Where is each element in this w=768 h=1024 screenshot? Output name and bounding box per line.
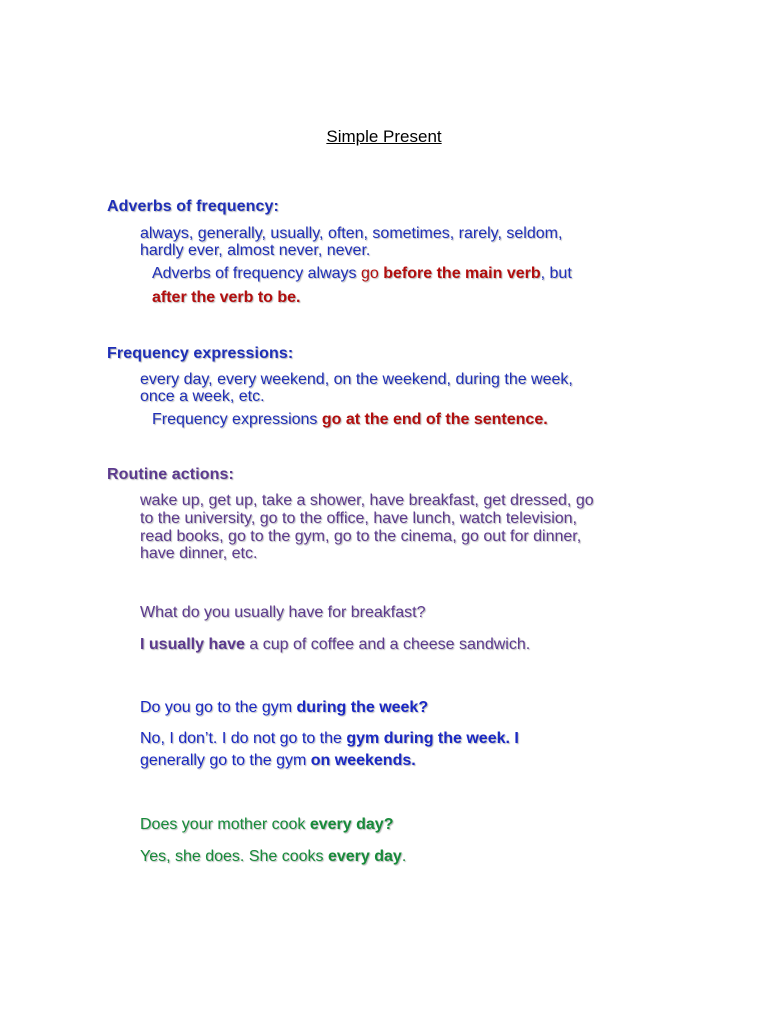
question-text: Does your mother cook xyxy=(140,816,310,833)
adverbs-rule-line2: after the verb to be. xyxy=(152,289,301,306)
adverbs-rule-part: , but xyxy=(540,265,572,282)
answer-emphasis: every day xyxy=(327,848,402,865)
adverbs-rule-emphasis: before the main verb xyxy=(383,265,541,282)
routine-heading: Routine actions: xyxy=(107,466,234,483)
adverbs-heading: Adverbs of frequency: xyxy=(107,198,279,215)
adverbs-rule xyxy=(152,265,572,282)
question-text: Do you go to the gym xyxy=(140,699,297,716)
example-answer-mother xyxy=(140,848,406,865)
frequency-rule-emphasis: go at the end of the sentence. xyxy=(321,411,548,428)
adverbs-rule-part: go xyxy=(361,265,384,282)
example-question-mother xyxy=(140,816,393,833)
answer-emphasis: gym during the week. xyxy=(346,730,510,747)
question-emphasis: during the week? xyxy=(296,699,429,716)
routine-line4: have dinner, etc. xyxy=(140,545,258,562)
example-answer-gym-line2 xyxy=(140,752,416,769)
answer-text: generally go to the gym xyxy=(140,752,311,769)
answer-text: Yes, she does. She cooks xyxy=(140,848,328,865)
answer-text: No, I don’t. I do not go to the xyxy=(140,730,347,747)
page-title: Simple Present xyxy=(326,127,442,146)
frequency-heading: Frequency expressions: xyxy=(107,345,294,362)
example-answer-breakfast xyxy=(140,636,530,653)
routine-line3: read books, go to the gym, go to the cinema, go out for dinner, xyxy=(140,528,582,545)
routine-line2: to the university, go to the office, have lunch, watch television, xyxy=(140,510,577,527)
frequency-list-line1: every day, every weekend, on the weekend, during the week, xyxy=(140,371,573,388)
answer-text: . xyxy=(401,848,407,865)
adverbs-list-line1: always, generally, usually, often, sometimes, rarely, seldom, xyxy=(140,225,563,242)
answer-emphasis: I usually have xyxy=(140,636,245,653)
frequency-list-line2: once a week, etc. xyxy=(140,388,265,405)
adverbs-rule-part: Adverbs of frequency always xyxy=(152,265,361,282)
adverbs-list-line2: hardly ever, almost never, never. xyxy=(140,242,371,259)
question-emphasis: every day? xyxy=(309,816,394,833)
answer-text: I xyxy=(509,730,519,747)
answer-text: a cup of coffee and a cheese sandwich. xyxy=(244,636,531,653)
example-question-breakfast: What do you usually have for breakfast? xyxy=(140,604,426,621)
routine-line1: wake up, get up, take a shower, have breakfast, get dressed, go xyxy=(140,492,594,509)
answer-emphasis: on weekends. xyxy=(310,752,416,769)
frequency-rule-part: Frequency expressions xyxy=(152,411,322,428)
frequency-rule xyxy=(152,411,548,428)
example-question-gym xyxy=(140,699,428,716)
example-answer-gym-line1 xyxy=(140,730,519,747)
